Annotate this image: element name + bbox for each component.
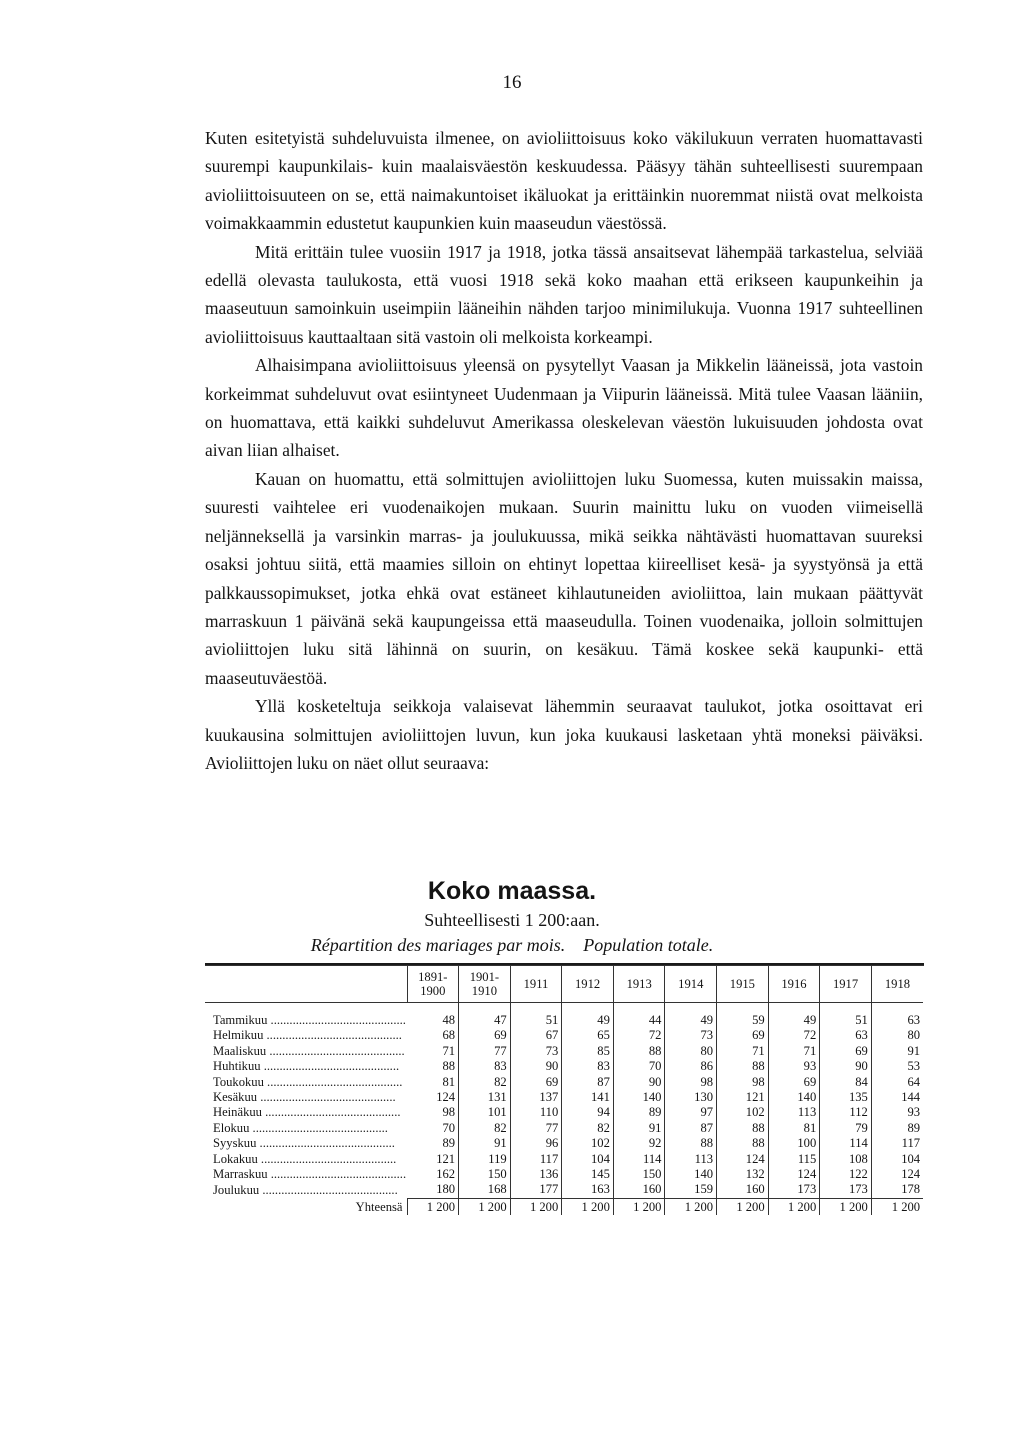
table-cell: 122 — [820, 1167, 872, 1182]
table-cell: 88 — [717, 1136, 769, 1151]
month-name: Maaliskuu — [213, 1043, 267, 1058]
month-name: Heinäkuu — [213, 1105, 262, 1120]
leader-dots: ........................................... — [266, 1043, 405, 1058]
header-year-label-end: 1900 — [420, 984, 446, 998]
table-cell: 51 — [510, 1003, 562, 1029]
table-cell: 72 — [768, 1028, 820, 1043]
header-year-label: 1916 — [781, 977, 807, 991]
total-cell: 1 200 — [768, 1198, 820, 1215]
table-cell: 49 — [768, 1003, 820, 1029]
month-name: Elokuu — [213, 1120, 250, 1135]
table-cell: 85 — [562, 1044, 614, 1059]
table-cell: 136 — [510, 1167, 562, 1182]
table-cell: 110 — [510, 1105, 562, 1120]
table-cell: 94 — [562, 1105, 614, 1120]
table-row — [205, 1028, 923, 1043]
table-cell: 80 — [907, 1028, 921, 1043]
table-row — [205, 1090, 923, 1105]
table-cell: 49 — [665, 1003, 717, 1029]
month-name: Helmikuu — [213, 1028, 264, 1043]
total-cell: 1 200 — [613, 1198, 665, 1215]
leader-dots: ........................................... — [263, 1028, 402, 1043]
table-cell: 92 — [613, 1136, 665, 1151]
table-header-row — [205, 966, 923, 1003]
month-name: Tammikuu — [213, 1013, 268, 1027]
table-cell: 121 — [407, 1152, 459, 1167]
table-cell: 63 — [820, 1028, 872, 1043]
month-label — [205, 1121, 407, 1136]
header-year-label: 1914 — [678, 977, 704, 991]
table-cell: 89 — [907, 1120, 921, 1135]
table-cell: 83 — [562, 1059, 614, 1074]
table-body — [205, 1003, 923, 1216]
table-cell: 88 — [665, 1136, 717, 1151]
table-cell: 83 — [459, 1059, 511, 1074]
table-cell: 81 — [407, 1075, 459, 1090]
table-cell: 124 — [768, 1167, 820, 1182]
table-cell: 102 — [717, 1105, 769, 1120]
table-caption-left: Répartition des mariages par mois. — [310, 935, 566, 955]
month-name: Toukokuu — [213, 1074, 264, 1089]
table-cell: 84 — [820, 1075, 872, 1090]
table-cell: 121 — [717, 1090, 769, 1105]
month-name: Syyskuu — [213, 1136, 257, 1151]
table-cell: 89 — [613, 1105, 665, 1120]
header-year-9 — [871, 966, 923, 1003]
table-cell: 90 — [820, 1059, 872, 1074]
table-row — [205, 1152, 923, 1167]
table-cell: 141 — [562, 1090, 614, 1105]
table-cell: 98 — [407, 1105, 459, 1120]
leader-dots: ........................................... — [260, 1059, 400, 1074]
month-name: Marraskuu — [213, 1167, 268, 1182]
month-label — [205, 1136, 407, 1151]
table-cell: 67 — [510, 1028, 562, 1043]
table-cell: 144 — [901, 1090, 921, 1105]
table-cell: 140 — [613, 1090, 665, 1105]
month-name: Huhtikuu — [213, 1059, 261, 1074]
table-cell: 77 — [459, 1044, 511, 1059]
table-cell: 71 — [407, 1044, 459, 1059]
header-year-label: 1918 — [884, 977, 911, 991]
total-cell: 1 200 — [510, 1198, 562, 1215]
table-cell: 82 — [459, 1121, 511, 1136]
table-cell: 51 — [820, 1003, 872, 1029]
table-cell: 71 — [768, 1044, 820, 1059]
leader-dots: ........................................... — [249, 1120, 388, 1135]
total-cell: 1 200 — [717, 1198, 769, 1215]
total-row — [205, 1198, 923, 1215]
table-cell: 135 — [820, 1090, 872, 1105]
table-cell: 114 — [613, 1152, 665, 1167]
table-cell: 102 — [562, 1136, 614, 1151]
month-label — [205, 1152, 407, 1167]
table-cell: 112 — [820, 1105, 872, 1120]
month-label — [205, 1075, 407, 1090]
header-year-1 — [459, 966, 511, 1003]
table-cell: 117 — [510, 1152, 562, 1167]
total-cell: 1 200 — [871, 1198, 923, 1215]
table-cell: 159 — [665, 1182, 717, 1198]
total-cell: 1 200 — [407, 1198, 459, 1215]
marriages-by-month-table — [205, 963, 924, 1215]
table-cell: 64 — [907, 1074, 921, 1089]
table-cell: 160 — [717, 1182, 769, 1198]
header-year-label: 1917 — [832, 977, 859, 991]
table-cell: 96 — [510, 1136, 562, 1151]
table-cell: 113 — [768, 1105, 820, 1120]
table-cell: 180 — [407, 1182, 459, 1198]
table-cell: 80 — [665, 1044, 717, 1059]
table-cell: 137 — [510, 1090, 562, 1105]
table-cell: 145 — [562, 1167, 614, 1182]
header-year-label: 1913 — [626, 977, 652, 991]
header-year-3 — [562, 966, 614, 1003]
table-cell: 88 — [717, 1059, 769, 1074]
table-cell: 160 — [613, 1182, 665, 1198]
table-cell: 177 — [510, 1182, 562, 1198]
table-cell: 72 — [613, 1028, 665, 1043]
table-cell: 168 — [459, 1182, 511, 1198]
table-cell: 150 — [613, 1167, 665, 1182]
month-label — [205, 1167, 407, 1182]
table-cell: 173 — [768, 1182, 820, 1198]
table-cell: 104 — [562, 1152, 614, 1167]
table-cell: 173 — [820, 1182, 872, 1198]
table-row — [205, 1105, 923, 1120]
table-cell: 69 — [820, 1044, 872, 1059]
table-cell: 150 — [459, 1167, 511, 1182]
table-cell: 69 — [510, 1075, 562, 1090]
table-cell: 88 — [613, 1044, 665, 1059]
table-cell: 117 — [901, 1136, 921, 1151]
table-cell: 100 — [768, 1136, 820, 1151]
table-cell: 68 — [407, 1028, 459, 1043]
table-cell: 53 — [907, 1059, 921, 1074]
table-cell: 132 — [717, 1167, 769, 1182]
table-cell: 65 — [562, 1028, 614, 1043]
month-label — [205, 1090, 407, 1105]
table-row — [205, 1136, 923, 1151]
table-cell: 87 — [562, 1075, 614, 1090]
header-year-0 — [407, 966, 459, 1003]
table-cell: 90 — [613, 1075, 665, 1090]
table-cell: 63 — [907, 1013, 921, 1027]
table-row — [205, 1059, 923, 1074]
table-cell: 178 — [901, 1182, 921, 1197]
table-cell: 69 — [768, 1075, 820, 1090]
table-cell: 47 — [459, 1003, 511, 1029]
table-cell: 81 — [768, 1121, 820, 1136]
month-name: Lokakuu — [213, 1151, 258, 1166]
month-name: Kesäkuu — [213, 1090, 258, 1105]
table-cell: 98 — [665, 1075, 717, 1090]
total-cell: 1 200 — [562, 1198, 614, 1215]
month-label — [205, 1044, 407, 1059]
header-year-7 — [768, 966, 820, 1003]
table-row — [205, 1044, 923, 1059]
total-cell: 1 200 — [820, 1198, 872, 1215]
month-label — [205, 1059, 407, 1074]
table-cell: 91 — [459, 1136, 511, 1151]
header-year-8 — [820, 966, 872, 1003]
table-cell: 130 — [665, 1090, 717, 1105]
table-cell: 79 — [820, 1121, 872, 1136]
leader-dots: ........................................... — [267, 1167, 407, 1182]
table-caption — [0, 935, 1024, 956]
table-cell: 69 — [459, 1028, 511, 1043]
paragraph-5: Yllä kosketeltuja seikkoja valaisevat lähemmin seuraavat taulukot, jotka osoittavat eri kuukausina solmittujen avioliittojen luvun, kun joka kuukausi lasketaan yhtä moneksi päiväksi. Avioliittojen luku on näet ollut seuraava: — [205, 696, 923, 773]
header-year-label-end: 1910 — [471, 984, 497, 998]
table-cell: 104 — [901, 1151, 921, 1166]
leader-dots: ........................................... — [263, 1074, 403, 1089]
table-cell: 124 — [407, 1090, 459, 1105]
header-year-5 — [665, 966, 717, 1003]
table-cell: 162 — [407, 1167, 459, 1182]
table-row — [205, 1075, 923, 1090]
table-cell: 119 — [459, 1152, 511, 1167]
header-year-2 — [510, 966, 562, 1003]
table-cell: 88 — [407, 1059, 459, 1074]
month-name: Joulukuu — [213, 1182, 260, 1197]
table-cell: 73 — [510, 1044, 562, 1059]
table-cell: 98 — [717, 1075, 769, 1090]
table-cell: 90 — [510, 1059, 562, 1074]
page-number: 16 — [502, 72, 522, 93]
table-cell: 93 — [907, 1105, 921, 1120]
month-label — [205, 1182, 407, 1198]
table-cell: 140 — [768, 1090, 820, 1105]
table-cell: 87 — [665, 1121, 717, 1136]
total-cell: 1 200 — [665, 1198, 717, 1215]
table-cell: 93 — [768, 1059, 820, 1074]
table-cell: 49 — [562, 1003, 614, 1029]
table-row — [205, 1121, 923, 1136]
table-row — [205, 1167, 923, 1182]
header-year-label: 1912 — [574, 977, 601, 991]
table-cell: 44 — [613, 1003, 665, 1029]
table-cell: 69 — [717, 1028, 769, 1043]
table-cell: 73 — [665, 1028, 717, 1043]
table-cell: 77 — [510, 1121, 562, 1136]
table-cell: 115 — [768, 1152, 820, 1167]
month-label — [205, 1105, 407, 1120]
table-cell: 97 — [665, 1105, 717, 1120]
header-year-6 — [717, 966, 769, 1003]
header-year-label: 1901- — [469, 970, 500, 984]
table-cell: 88 — [717, 1121, 769, 1136]
table-cell: 86 — [665, 1059, 717, 1074]
table-cell: 108 — [820, 1152, 872, 1167]
table-cell: 71 — [717, 1044, 769, 1059]
table-cell: 82 — [562, 1121, 614, 1136]
leader-dots: ........................................... — [259, 1182, 398, 1197]
table-cell: 114 — [820, 1136, 872, 1151]
table-cell: 101 — [459, 1105, 511, 1120]
paragraph-1: Kuten esitetyistä suhdeluvuista ilmenee, on avioliittoisuus koko väkilukuun verraten huomattavasti suurempi kaupunkilais- kuin maalaisväestön keskuudessa. Pääsyy tähän suhteellisesti suurempaan avioliittoisuuteen on se, että naimakuntoiset ikäluokat ja erittäinkin nuoremmat niistä ovat melkoista voimakkaammin edustetut kaupunkien kuin maaseudun väestössä. — [205, 128, 923, 234]
table-title: Koko maassa. — [427, 877, 597, 905]
leader-dots: ........................................... — [257, 1090, 396, 1105]
table-cell: 124 — [901, 1167, 921, 1182]
table-cell: 91 — [907, 1043, 921, 1058]
header-year-label: 1915 — [729, 977, 755, 991]
header-year-4 — [613, 966, 665, 1003]
table-row — [205, 1182, 923, 1198]
header-year-label: 1911 — [523, 977, 549, 991]
table-cell: 82 — [459, 1075, 511, 1090]
table-cell: 59 — [717, 1003, 769, 1029]
table-cell: 140 — [665, 1167, 717, 1182]
table-cell: 48 — [407, 1003, 459, 1029]
body-text — [205, 124, 923, 777]
leader-dots: ........................................... — [256, 1136, 395, 1151]
paragraph-4: Kauan on huomattu, että solmittujen avioliittojen luku Suomessa, kuten muissakin maissa, suuresti vaihtelee eri vuodenaikojen mukaan. Suurin mainittu luku on vuoden viimeisellä neljänneksellä ja varsinkin marras- ja joulukuussa, mikä seikka nähtävästi huomattavan suureksi osaksi johtuu siitä, että maamies silloin on ehtinyt lopettaa kiireelliset kesä- ja syystyönsä ja että palkkaussopimukset, jotka ehkä ovat estäneet kihlautuneiden avioliittoa, lain mukaan päättyvät marraskuun 1 päivänä sekä kaupungeissa että maaseudulla. Toinen vuodenaika, jolloin solmittujen avioliittojen luku sitä lähinnä on suurin, on kesäkuu. Tämä koskee sekä kaupunki- että maaseutuväestöä. — [205, 468, 923, 688]
header-month-blank — [205, 966, 407, 1003]
table-cell: 70 — [613, 1059, 665, 1074]
month-label — [205, 1028, 407, 1043]
total-cell: 1 200 — [459, 1198, 511, 1215]
table-cell: 163 — [562, 1182, 614, 1198]
table-row — [205, 1003, 923, 1029]
table-cell: 131 — [459, 1090, 511, 1105]
table-cell: 89 — [407, 1136, 459, 1151]
paragraph-3: Alhaisimpana avioliittoisuus yleensä on pysytellyt Vaasan ja Mikkelin lääneissä, jota vastoin korkeimmat suhdeluvut ovat esiintyneet Uudenmaan ja Viipurin lääneissä. Mitä tulee Vaasan lääniin, on huomattava, että kaikki suhdeluvut Amerikassa oleskelevan väestön lukuisuuden johdosta ovat aivan liian alhaiset. — [205, 355, 923, 461]
month-label — [205, 1003, 407, 1029]
table-cell: 124 — [717, 1152, 769, 1167]
table-caption-right: Population totale. — [583, 935, 714, 955]
table-cell: 70 — [407, 1121, 459, 1136]
total-label: Yhteensä — [205, 1198, 407, 1215]
table-subtitle: Suhteellisesti 1 200:aan. — [424, 910, 600, 930]
paragraph-2: Mitä erittäin tulee vuosiin 1917 ja 1918, jotka tässä ansaitsevat lähempää tarkastelua, selviää edellä olevasta taulukosta, että vuosi 1918 sekä koko maahan että erikseen kaupunkeihin ja maaseutuun samoinkuin useimpiin lääneihin nähden tarjoo minimilukuja. Vuonna 1917 suhteellinen avioliittoisuus kauttaaltaan sitä vastoin oli melkoista korkeampi. — [205, 241, 923, 347]
table-cell: 91 — [613, 1121, 665, 1136]
leader-dots: ........................................... — [261, 1105, 401, 1120]
leader-dots: ........................................... — [257, 1151, 397, 1166]
header-year-label: 1891- — [418, 970, 448, 984]
leader-dots: ........................................... — [267, 1013, 406, 1027]
table-cell: 113 — [665, 1152, 717, 1167]
